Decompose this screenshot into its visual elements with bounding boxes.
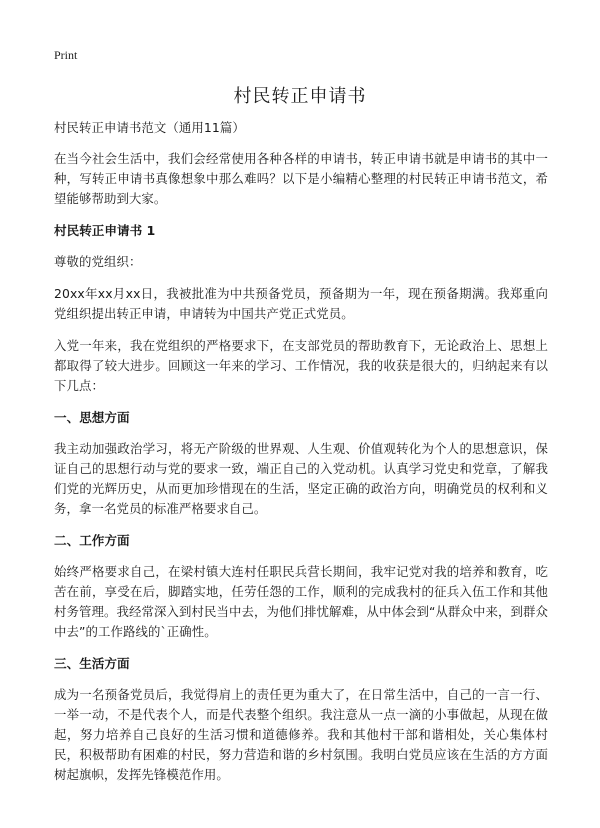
body-paragraph-1: 20xx年xx月xx日，我被批准为中共预备党员，预备期为一年，现在预备期满。我郑重向党组织提出转正申请，申请转为中国共产党正式党员。 bbox=[54, 286, 548, 321]
body-paragraph-3: 我主动加强政治学习，将无产阶级的世界观、人生观、价值观转化为个人的思想意识，保证自己的思想行动与党的要求一致，端正自己的入党动机。认真学习党史和党章，了解我们党的光辉历史，从而更加珍惜现在的生活，坚定正确的政治方向，明确党员的权利和义务，拿一名党员的标准严格要求自己。 bbox=[54, 441, 548, 516]
salutation: 尊敬的党组织： bbox=[54, 254, 142, 269]
heading-thought: 一、思想方面 bbox=[54, 410, 130, 425]
heading-work: 二、工作方面 bbox=[54, 533, 130, 548]
heading-life: 三、生活方面 bbox=[54, 656, 130, 671]
body-paragraph-4: 始终严格要求自己，在梁村镇大连村任职民兵营长期间，我牢记党对我的培养和教育，吃苦在前，享受在后，脚踏实地，任劳任怨的工作，顺利的完成我村的征兵入伍工作和其他村务管理。我经常深入到村民当中去，为他们排忧解难，从中体会到“从群众中来，到群众中去”的工作路线的`正确性。 bbox=[54, 564, 548, 639]
print-link[interactable]: Print bbox=[54, 48, 78, 62]
section-heading: 村民转正申请书 1 bbox=[54, 223, 156, 238]
page-title: 村民转正申请书 bbox=[233, 86, 367, 107]
body-paragraph-5: 成为一名预备党员后，我觉得肩上的责任更为重大了，在日常生活中，自己的一言一行、一举一动，不是代表个人，而是代表整个组织。我注意从一点一滴的小事做起，从现在做起，努力培养自己良好的生活习惯和道德修养。我和其他村干部和谐相处，关心集体村民，积极帮助有困难的村民，努力营造和谐的乡村氛围。我明白党员应该在生活的方方面 树起旗帜，发挥先锋模范作用。 bbox=[54, 687, 548, 782]
body-paragraph-2: 入党一年来，我在党组织的严格要求下，在支部党员的帮助教育下，无论政治上、思想上都取得了较大进步。回顾这一年来的学习、工作情况，我的收获是很大的，归纳起来有以下几点： bbox=[54, 338, 548, 393]
intro-paragraph: 在当今社会生活中，我们会经常使用各种各样的申请书，转正申请书就是申请书的其中一种，写转正申请书真像想象中那么难吗？以下是小编精心整理的村民转正申请书范文，希望能够帮助到大家。 bbox=[54, 151, 548, 206]
document-subtitle: 村民转正申请书范文（通用11篇） bbox=[54, 120, 245, 135]
document-body bbox=[54, 118, 548, 797]
